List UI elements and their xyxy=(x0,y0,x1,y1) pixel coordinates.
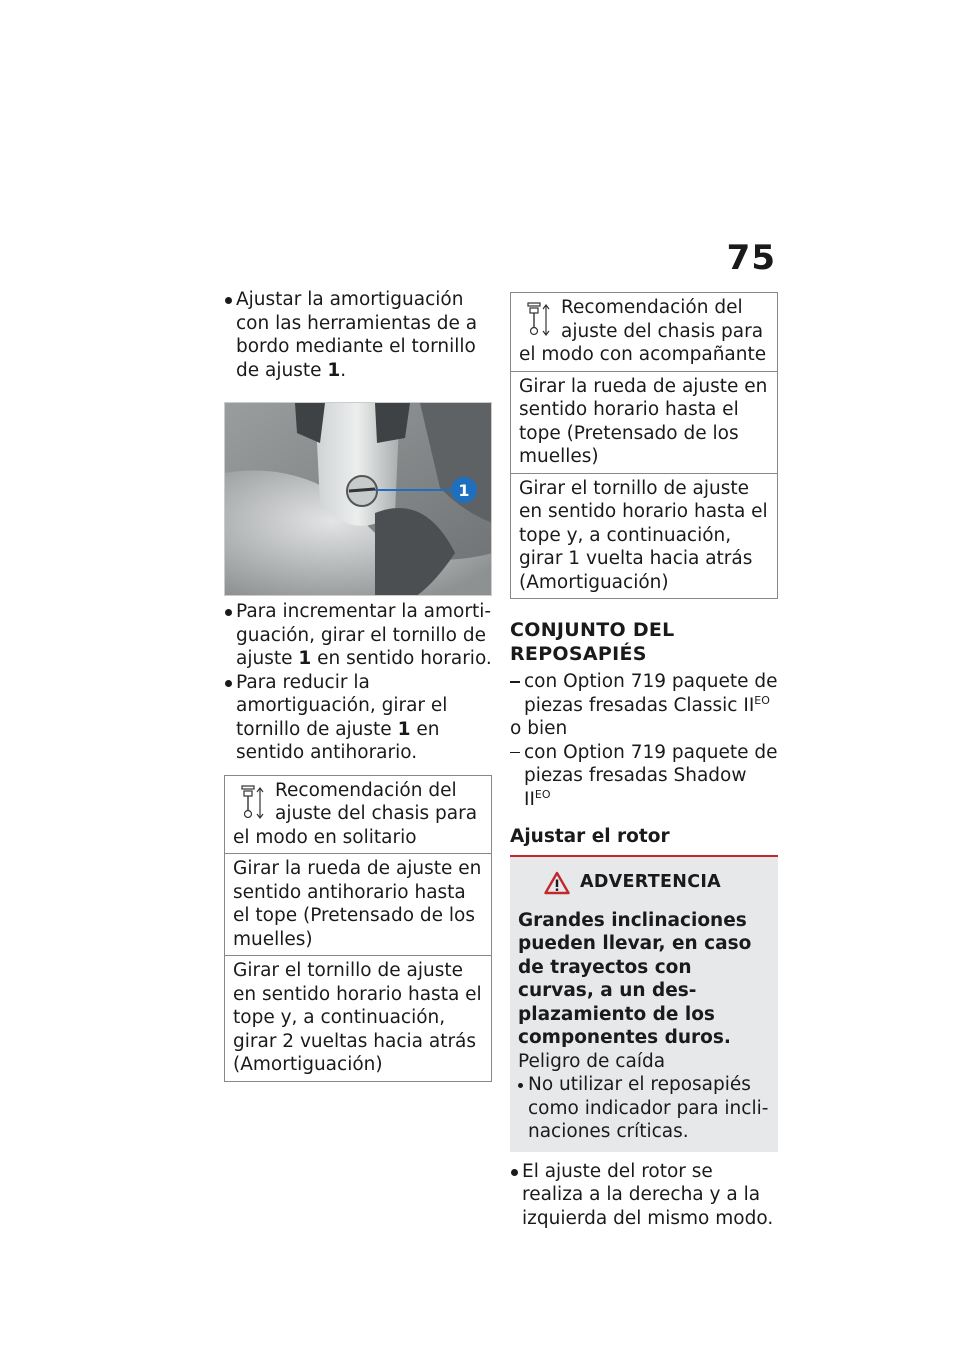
reduce-damping-bullet xyxy=(224,671,492,765)
shock-absorber-photo xyxy=(224,402,492,596)
increase-text-a: Para incrementar la amortiguación, girar el tornillo de ajuste xyxy=(236,601,492,669)
warning-box xyxy=(510,855,778,1152)
option-classic xyxy=(510,670,778,717)
option-shadow-sup: EO xyxy=(534,787,551,801)
option-classic-text: con Option 719 paquete de piezas fresadas Classic II xyxy=(524,671,778,716)
table-row-preload: Girar la rueda de ajuste en sentido antihorario hasta el tope (Pretensado de los muelles) xyxy=(225,853,491,955)
reduce-text-b: en sentido antihorario. xyxy=(236,718,440,763)
option-shadow xyxy=(510,741,778,812)
table-row-damping: Girar el tornillo de ajuste en sentido horario hasta el tope y, a continuación, girar 1 vuelta hacia atrás (Amortiguación) xyxy=(511,473,777,599)
figure-callout: 1 xyxy=(458,481,470,500)
ref-number: 1 xyxy=(397,718,411,740)
final-bullet: El ajuste del rotor se realiza a la derecha y a la izquierda del mismo modo. xyxy=(510,1160,778,1231)
left-column xyxy=(224,288,492,1082)
header-text-a: Recomendación del ajuste del chasis para xyxy=(561,297,764,342)
page-number: 75 xyxy=(726,238,776,278)
suspension-adjust-icon xyxy=(525,301,551,339)
warning-item: No utilizar el reposapiés como indicador para inclinaciones críticas. xyxy=(518,1073,770,1144)
warning-title: ADVERTENCIA xyxy=(580,871,721,892)
shock-absorber-illustration xyxy=(225,403,492,596)
intro-bullet: Ajustar la amortiguación con las herramientas de a bordo mediante el tornillo de ajuste 1. xyxy=(224,288,492,382)
ref-number: 1 xyxy=(298,648,312,669)
solo-settings-table xyxy=(224,775,492,1082)
table-row-preload: Girar la rueda de ajuste en sentido horario hasta el tope (Pretensado de los muelles) xyxy=(511,371,777,473)
subheading: Ajustar el rotor xyxy=(510,826,670,847)
header-text-a: Recomendación del ajuste del chasis para xyxy=(275,779,478,824)
option-classic-sup: EO xyxy=(754,693,770,707)
table-header xyxy=(225,776,491,854)
warning-triangle-icon xyxy=(544,871,570,895)
intro-text: Ajustar la amortiguación con las herramientas de a bordo mediante el tornillo de ajuste xyxy=(236,289,478,381)
header-text-b: el modo en solitario xyxy=(233,826,417,848)
passenger-settings-table xyxy=(510,292,778,599)
suspension-adjust-icon xyxy=(239,784,265,822)
reduce-text-a: Para reducir la amortiguación, girar el tornillo de ajuste xyxy=(236,671,448,740)
warning-header xyxy=(518,871,770,895)
ref-number: 1 xyxy=(327,359,341,381)
table-row-damping: Girar el tornillo de ajuste en sentido horario hasta el tope y, a continuación, girar 2 vueltas hacia atrás (Amortiguación) xyxy=(225,955,491,1081)
increase-damping-bullet xyxy=(224,600,492,671)
increase-text-b: en sentido horario. xyxy=(317,648,492,669)
warning-risk: Peligro de caída xyxy=(518,1050,666,1072)
table-header xyxy=(511,293,777,371)
section-title: CONJUNTO DEL REPOSAPIÉS xyxy=(510,619,675,665)
header-text-b: el modo con acompañante xyxy=(519,344,767,365)
right-column xyxy=(510,292,778,1230)
option-shadow-text: con Option 719 paquete de piezas fresadas Shadow II xyxy=(524,741,778,810)
or-text: o bien xyxy=(510,718,568,739)
warning-bold-text: Grandes inclinaciones pueden llevar, en caso de trayectos con curvas, a un desplazamiento de los componentes duros. xyxy=(518,909,752,1048)
